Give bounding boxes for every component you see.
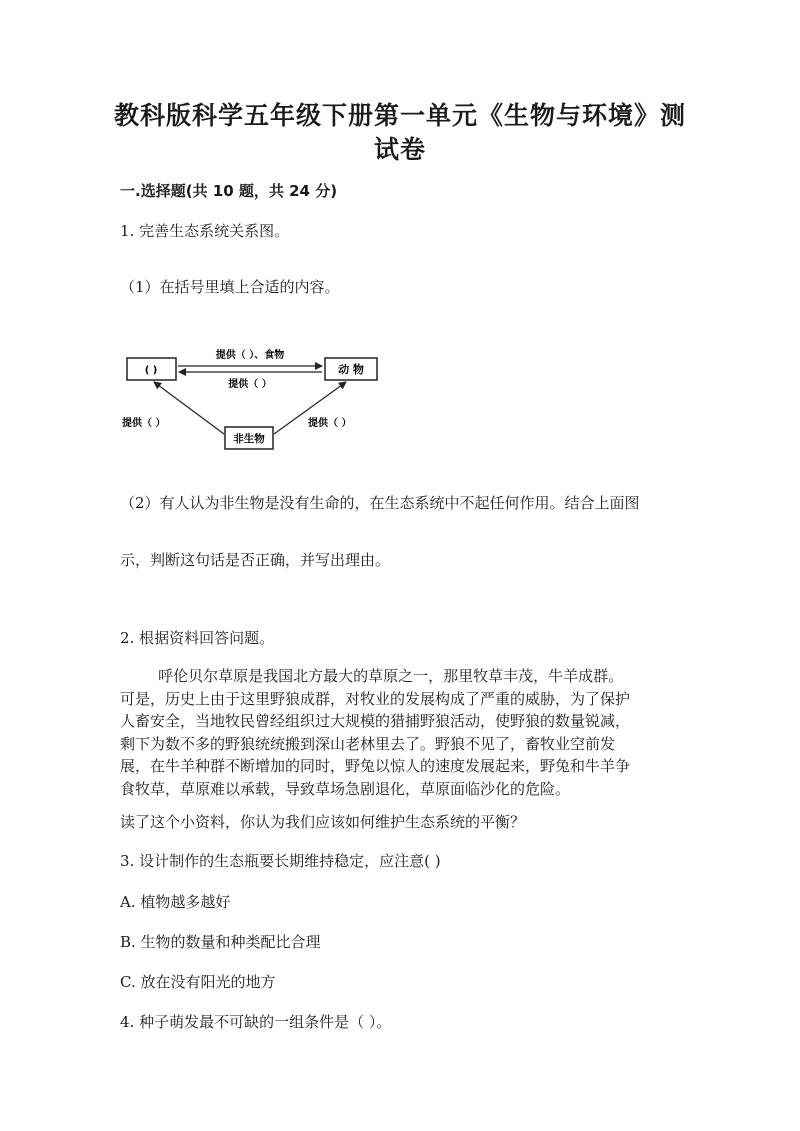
- question-4-stem: 4. 种子萌发最不可缺的一组条件是（ ）。: [120, 1013, 392, 1031]
- question-3-option-b: B. 生物的数量和种类配比合理: [120, 933, 321, 951]
- left-arrow-label: 提供（ ）: [122, 418, 166, 429]
- passage-line: 人畜安全，当地牧民曾经组织过大规模的猎捕野狼活动，使野狼的数量锐减，: [120, 712, 631, 730]
- question-3-option-c: C. 放在没有阳光的地方: [120, 973, 276, 991]
- diagram-box-nonliving-label: 非生物: [233, 433, 265, 445]
- arrow-top-label: 提供（ ）、食物: [215, 350, 285, 361]
- question-2-stem: 2. 根据资料回答问题。: [120, 629, 275, 647]
- diagram-box-animal-label: 动 物: [338, 363, 364, 376]
- section-heading: 一.选择题(共 10 题，共 24 分): [120, 182, 338, 200]
- question-1-part-2-line-2: 示，判断这句话是否正确，并写出理由。: [120, 551, 391, 569]
- question-1-part-1: （1）在括号里填上合适的内容。: [120, 278, 340, 296]
- ecosystem-diagram: [110, 340, 400, 460]
- passage-line: 剩下为数不多的野狼统统搬到深山老林里去了。野狼不见了，畜牧业空前发: [120, 734, 616, 753]
- question-3-stem: 3. 设计制作的生态瓶要长期维持稳定，应注意( ): [120, 852, 441, 870]
- right-arrow-label: 提供（ ）: [308, 418, 352, 429]
- arrow-middle-label: 提供（ ）: [228, 379, 272, 390]
- question-2-passage: [120, 665, 672, 800]
- question-1-part-2-line-1: （2）有人认为非生物是没有生命的，在生态系统中不起任何作用。结合上面图: [120, 494, 640, 512]
- exam-title-line2: 试卷: [373, 135, 426, 164]
- exam-title-line1: 教科版科学五年级下册第一单元《生物与环境》测: [113, 101, 686, 130]
- question-2-prompt: 读了这个小资料，你认为我们应该如何维护生态系统的平衡？: [120, 813, 526, 831]
- diagram-box-producer-label: ( ): [144, 365, 158, 376]
- question-1-stem: 1. 完善生态系统关系图。: [120, 222, 290, 240]
- question-3-option-a: A. 植物越多越好: [120, 893, 231, 911]
- passage-line: 可是，历史上由于这里野狼成群，对牧业的发展构成了严重的威胁，为了保护: [120, 689, 631, 708]
- passage-line: 食牧草，草原难以承载，导致草场急剧退化，草原面临沙化的危险。: [120, 779, 571, 798]
- passage-line: 展，在牛羊种群不断增加的同时，野兔以惊人的速度发展起来，野兔和牛羊争: [120, 757, 631, 775]
- passage-line: 呼伦贝尔草原是我国北方最大的草原之一，那里牧草丰茂，牛羊成群。: [120, 667, 624, 685]
